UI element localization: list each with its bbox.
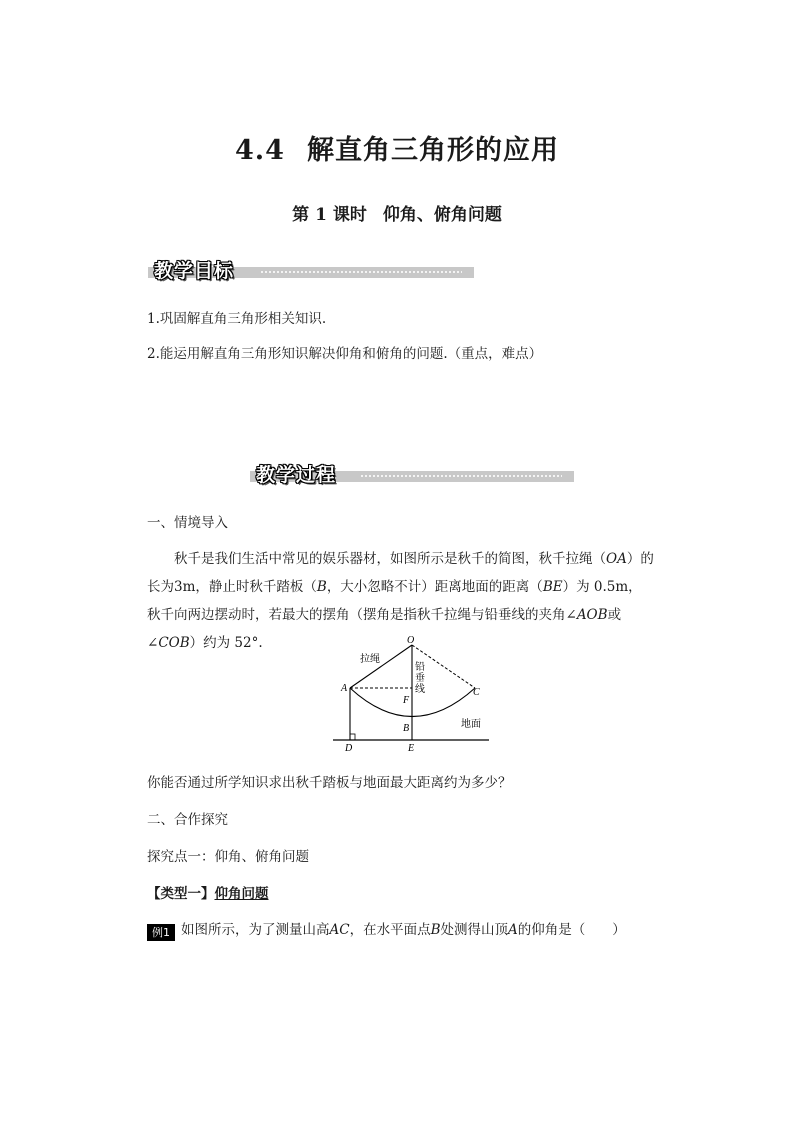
section-number: 4.4 xyxy=(235,135,285,166)
intro-var-b: B xyxy=(316,579,327,595)
example-text: 如图所示，为了测量山高 xyxy=(181,922,330,938)
banner-dots xyxy=(260,271,462,273)
example-label: 例1 xyxy=(147,924,175,941)
intro-text: 秋千是我们生活中常见的娱乐器材，如图所示是秋千的简图，秋千拉绳（ xyxy=(174,551,606,567)
point-f-label: F xyxy=(403,695,410,706)
point-c-label: C xyxy=(473,687,480,698)
intro-text: ）的长为3m，静止时秋千踏板（ xyxy=(147,551,654,595)
point-o-label: O xyxy=(407,635,415,646)
example-1 xyxy=(147,919,626,941)
lesson-number: 第 1 课时 xyxy=(292,205,367,225)
example-var-ac: AC xyxy=(329,922,350,938)
rope-oa xyxy=(350,645,412,688)
plumb-label-1: 铅 xyxy=(415,662,425,673)
process-banner-label: 教学过程 xyxy=(256,464,337,486)
rope-label: 拉绳 xyxy=(360,654,380,665)
type-bracket: 【类型一】 xyxy=(147,886,215,902)
point-a-label: A xyxy=(341,683,348,694)
plumb-label-3: 线 xyxy=(415,684,425,695)
objectives-banner xyxy=(148,256,474,282)
swing-figure xyxy=(325,630,495,760)
intro-text: 或∠ xyxy=(147,607,622,651)
intro-var-be: BE xyxy=(542,579,563,595)
example-text: 的仰角是（ ） xyxy=(517,922,626,938)
objective-item-1: 1.巩固解直角三角形相关知识. xyxy=(147,311,327,327)
explore-point: 探究点一：仰角、俯角问题 xyxy=(147,849,309,865)
intro-text: ，大小忽略不计）距离地面的距离（ xyxy=(326,579,543,595)
objective-item-2: 2.能运用解直角三角形知识解决仰角和俯角的问题.（重点，难点） xyxy=(147,346,543,362)
objectives-banner-label: 教学目标 xyxy=(154,260,235,282)
lesson-subtitle xyxy=(0,200,794,225)
intro-text: ）为 0.5m，秋千向两边摆动时，若最大的摆角（摆角是指秋千拉绳与铅垂线的夹角∠ xyxy=(147,579,642,623)
part1-heading: 一、情境导入 xyxy=(147,515,228,531)
ground-label: 地面 xyxy=(461,719,481,730)
right-angle-mark xyxy=(350,734,355,740)
process-banner xyxy=(250,460,574,486)
example-text: 处测得山顶 xyxy=(440,922,509,938)
banner-dots xyxy=(360,475,562,477)
intro-var-cob: COB xyxy=(158,635,190,651)
point-b-label: B xyxy=(403,723,410,734)
intro-var-oa: OA xyxy=(606,551,627,567)
plumb-label-2: 垂 xyxy=(415,673,425,684)
lesson-title: 仰角、俯角问题 xyxy=(382,205,502,225)
page-title xyxy=(0,128,794,167)
section-title: 解直角三角形的应用 xyxy=(306,135,559,166)
intro-question: 你能否通过所学知识求出秋千踏板与地面最大距离约为多少？ xyxy=(147,775,512,791)
point-d-label: D xyxy=(345,743,353,754)
part2-heading: 二、合作探究 xyxy=(147,812,228,828)
intro-text: ）约为 52°. xyxy=(189,635,263,651)
intro-var-aob: AOB xyxy=(576,607,608,623)
point-e-label: E xyxy=(408,743,415,754)
type-heading xyxy=(147,883,269,905)
example-var-b: B xyxy=(430,922,441,938)
type-title: 仰角问题 xyxy=(214,886,269,902)
example-var-a: A xyxy=(508,922,518,938)
example-text: ，在水平面点 xyxy=(349,922,431,938)
